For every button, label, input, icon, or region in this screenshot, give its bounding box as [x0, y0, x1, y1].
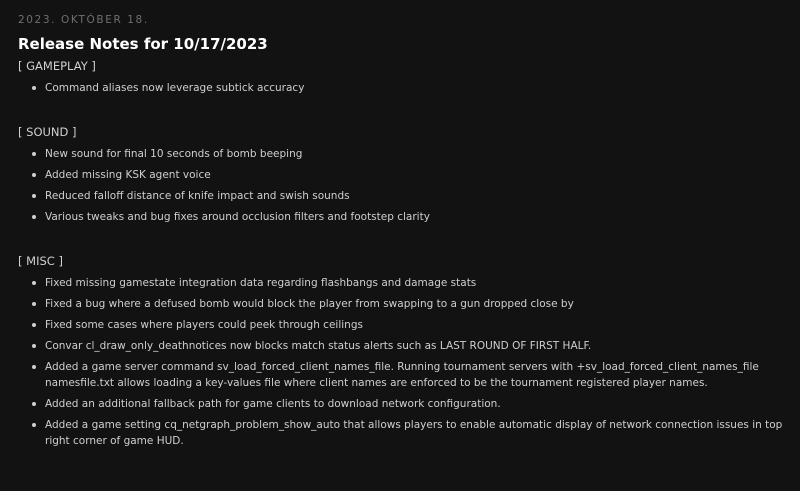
list-item: Reduced falloff distance of knife impact and swish sounds: [18, 188, 800, 204]
gameplay-notes-list: [18, 80, 782, 96]
misc-notes-list: [18, 275, 782, 449]
section-heading-sound: [ SOUND ]: [18, 125, 77, 139]
list-item: Fixed some cases where players could peek through ceilings: [18, 317, 800, 333]
list-item: Command aliases now leverage subtick accuracy: [18, 80, 800, 96]
list-item: New sound for final 10 seconds of bomb beeping: [18, 146, 800, 162]
section-heading-gameplay: [ GAMEPLAY ]: [18, 59, 96, 73]
sound-notes-list: [18, 146, 782, 225]
list-item: Added missing KSK agent voice: [18, 167, 800, 183]
list-item: Added a game server command sv_load_forced_client_names_file. Running tournament servers with +sv_load_forced_client_names_file namesfile.txt allows loading a key-values file where client names are enforced to be the tournament registered player names.: [18, 359, 800, 391]
post-date: 2023. OKTÓBER 18.: [18, 14, 149, 26]
list-item: Various tweaks and bug fixes around occlusion filters and footstep clarity: [18, 209, 800, 225]
section-heading-misc: [ MISC ]: [18, 254, 63, 268]
page-title: Release Notes for 10/17/2023: [18, 35, 268, 53]
list-item: Convar cl_draw_only_deathnotices now blocks match status alerts such as LAST ROUND OF FIRST HALF.: [18, 338, 800, 354]
list-item: Fixed a bug where a defused bomb would block the player from swapping to a gun dropped close by: [18, 296, 800, 312]
list-item: Added an additional fallback path for game clients to download network configuration.: [18, 396, 800, 412]
list-item: Fixed missing gamestate integration data regarding flashbangs and damage stats: [18, 275, 800, 291]
list-item: Added a game setting cq_netgraph_problem_show_auto that allows players to enable automatic display of network connection issues in top right corner of game HUD.: [18, 417, 800, 449]
